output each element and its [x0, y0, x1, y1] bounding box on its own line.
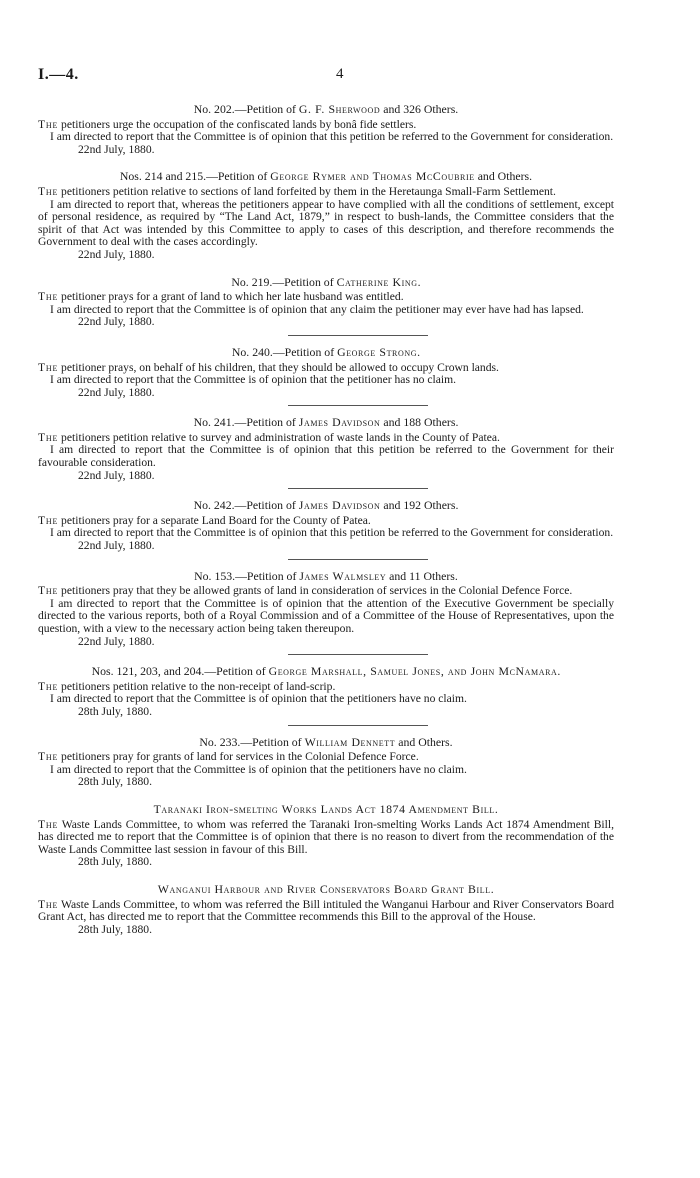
committee-report: I am directed to report that, whereas the petitioners appear to have complied with all the conditions of settlement, except of personal residence, as required by “The Land Act, 1879,” in respect to bush-lands, the Committee considers that the spirit of that Act was intended by this Committee to apply to cases of this description, and therefore recommends the Government to deal with the cases accordingly. [38, 197, 614, 249]
committee-report: I am directed to report that the Committee is of opinion that the petitioner has no claim. [50, 373, 456, 387]
petition-prayer: The petitioner prays, on behalf of his children, that they should be allowed to occupy Crown lands. [38, 360, 499, 374]
report-date: 22nd July, 1880. [78, 468, 155, 482]
petition-entry [38, 570, 614, 649]
petition-heading: No. 240.—Petition of George Strong. [231, 344, 421, 359]
report-date: 22nd July, 1880. [78, 142, 155, 156]
report-date: 22nd July, 1880. [78, 315, 155, 329]
petition-heading: No. 242.—Petition of James Davidson and 192 Others. [193, 498, 459, 513]
petition-entry [38, 276, 614, 329]
bill-entry [38, 883, 614, 936]
report-date: 22nd July, 1880. [78, 247, 155, 261]
petition-entry [38, 346, 614, 399]
petition-entry [38, 665, 614, 718]
section-divider [288, 559, 428, 560]
petition-entry [38, 736, 614, 789]
page-number: 4 [336, 66, 344, 82]
document-body [38, 103, 614, 936]
petition-entry [38, 499, 614, 552]
petition-entry [38, 416, 614, 482]
petition-entry [38, 103, 614, 156]
committee-report: I am directed to report that the Committee is of opinion that the petitioners have no claim. [50, 762, 467, 776]
petition-prayer: The petitioner prays for a grant of land to which her late husband was entitled. [38, 290, 404, 304]
section-divider [288, 725, 428, 726]
petition-heading: No. 241.—Petition of James Davidson and 188 Others. [193, 415, 459, 430]
petition-heading: No. 233.—Petition of William Dennett and Others. [199, 734, 453, 749]
report-date: 22nd July, 1880. [78, 539, 155, 553]
bill-report: The Waste Lands Committee, to whom was referred the Bill intituled the Wanganui Harbour and River Conservators Board Grant Act, has directed me to report that the Committee recommends this Bill to the approval of the House. [38, 897, 614, 924]
bill-title: Wanganui Harbour and River Conservators Board Grant Bill. [157, 881, 495, 896]
petition-prayer: The petitioners pray for a separate Land Board for the County of Patea. [38, 513, 371, 527]
committee-report: I am directed to report that the Committee is of opinion that the attention of the Executive Government be specially directed to the various reports, both of a Royal Commission and of a Committee of the House of Representatives, upon the question, with a view to the necessary action being taken thereupon. [38, 596, 614, 635]
bill-title: Taranaki Iron-smelting Works Lands Act 1874 Amendment Bill. [153, 801, 499, 816]
petition-heading: Nos. 121, 203, and 204.—Petition of George Marshall, Samuel Jones, and John McNamara. [91, 664, 561, 679]
committee-report: I am directed to report that the Committee is of opinion that the petitioners have no claim. [50, 692, 467, 706]
committee-report: I am directed to report that the Committee is of opinion that this petition be referred to the Government for consideration. [50, 130, 614, 144]
petition-prayer: The petitioners petition relative to sections of land forfeited by them in the Heretaunga Small-Farm Settlement. [38, 184, 556, 198]
report-date: 22nd July, 1880. [78, 634, 155, 648]
petition-heading: Nos. 214 and 215.—Petition of George Rymer and Thomas McCoubrie and Others. [119, 169, 533, 184]
petition-heading: No. 219.—Petition of Catherine King. [231, 274, 421, 289]
bill-entry [38, 803, 614, 869]
report-date: 28th July, 1880. [78, 704, 152, 718]
committee-report: I am directed to report that the Committee is of opinion that this petition be referred to the Government for consideration. [50, 526, 614, 540]
section-divider [288, 654, 428, 655]
section-divider [288, 335, 428, 336]
petition-prayer: The petitioners pray that they be allowed grants of land in consideration of services in the Colonial Defence Force. [38, 584, 573, 598]
section-divider [288, 405, 428, 406]
petition-prayer: The petitioners petition relative to survey and administration of waste lands in the County of Patea. [38, 430, 500, 444]
report-date: 28th July, 1880. [78, 855, 152, 869]
petition-prayer: The petitioners urge the occupation of the confiscated lands by bonâ fide settlers. [38, 117, 417, 131]
petition-prayer: The petitioners pray for grants of land for services in the Colonial Defence Force. [38, 750, 419, 764]
petition-prayer: The petitioners petition relative to the non-receipt of land-scrip. [38, 679, 336, 693]
committee-report: I am directed to report that the Committee is of opinion that any claim the petitioner may ever have had has lapsed. [50, 302, 584, 316]
petition-heading: No. 202.—Petition of G. F. Sherwood and 326 Others. [193, 102, 459, 116]
bill-report: The Waste Lands Committee, to whom was referred the Taranaki Iron-smelting Works Lands Act 1874 Amendment Bill, has directed me to report that the Committee is of opinion that there is no reason to divert from the recommendation of the Waste Lands Committee last session in favour of this Bill. [38, 817, 614, 856]
report-date: 22nd July, 1880. [78, 385, 155, 399]
page-id: I.—4. [38, 66, 79, 83]
petition-heading: No. 153.—Petition of James Walmsley and 11 Others. [194, 568, 458, 583]
section-divider [288, 488, 428, 489]
petition-entry [38, 170, 614, 261]
committee-report: I am directed to report that the Committee is of opinion that this petition be referred to the Government for their favourable consideration. [38, 443, 614, 470]
report-date: 28th July, 1880. [78, 922, 152, 936]
page-header [38, 66, 662, 90]
report-date: 28th July, 1880. [78, 775, 152, 789]
